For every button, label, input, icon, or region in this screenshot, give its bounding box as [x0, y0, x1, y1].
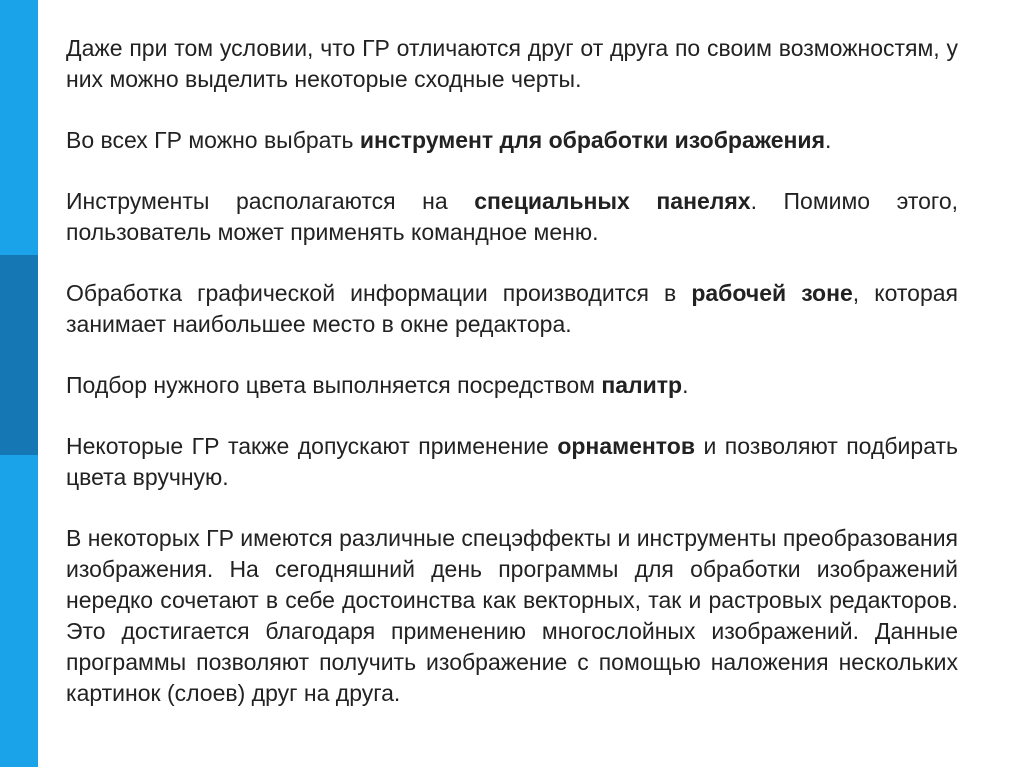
paragraph-2-text: Во всех ГР можно выбрать: [66, 127, 360, 153]
paragraph-2-bold: инструмент для обработки изображения: [359, 127, 825, 153]
paragraph-2-tail: .: [825, 127, 832, 153]
left-bar-accent: [0, 255, 38, 455]
paragraph-2: [66, 125, 958, 156]
paragraph-4: [66, 278, 958, 340]
paragraph-3-text: Инструменты располагаются на: [66, 188, 475, 214]
paragraph-3-bold: специальных панелях: [474, 188, 751, 214]
paragraph-4-tail: , которая занимает наибольшее место в окне редактора.: [66, 280, 958, 337]
paragraph-4-bold: рабочей зоне: [691, 280, 853, 306]
paragraph-1-text: Даже при том условии, что ГР отличаются друг от друга по своим возможностям, у них можно выделить некоторые сходные черты.: [66, 35, 958, 92]
paragraph-7: [66, 523, 958, 709]
paragraph-5: [66, 370, 958, 401]
paragraph-3: [66, 186, 958, 248]
paragraph-6-text: Некоторые ГР также допускают применение: [66, 433, 558, 459]
paragraph-4-text: Обработка графической информации производится в: [66, 280, 692, 306]
paragraph-1: [66, 33, 958, 95]
paragraph-6: [66, 431, 958, 493]
paragraph-6-bold: орнаментов: [557, 433, 695, 459]
paragraph-7-text: В некоторых ГР имеются различные спецэффекты и инструменты преобразования изображения. На сегодняшний день программы для обработки изображений нередко сочетают в себе достоинства как векторных, так и растровых редакторов. Это достигается благодаря применению многослойных изображений. Данные программы позволяют получить изображение с помощью наложения нескольких картинок (слоев) друг на друга.: [66, 525, 958, 706]
paragraph-6-tail: и позволяют подбирать цвета вручную.: [66, 433, 958, 490]
slide-text: [66, 33, 958, 709]
paragraph-5-tail: .: [682, 372, 689, 398]
paragraph-5-bold: палитр: [601, 372, 683, 398]
paragraph-5-text: Подбор нужного цвета выполняется посредством: [66, 372, 602, 398]
paragraph-3-tail: . Помимо этого, пользователь может применять командное меню.: [66, 188, 959, 245]
